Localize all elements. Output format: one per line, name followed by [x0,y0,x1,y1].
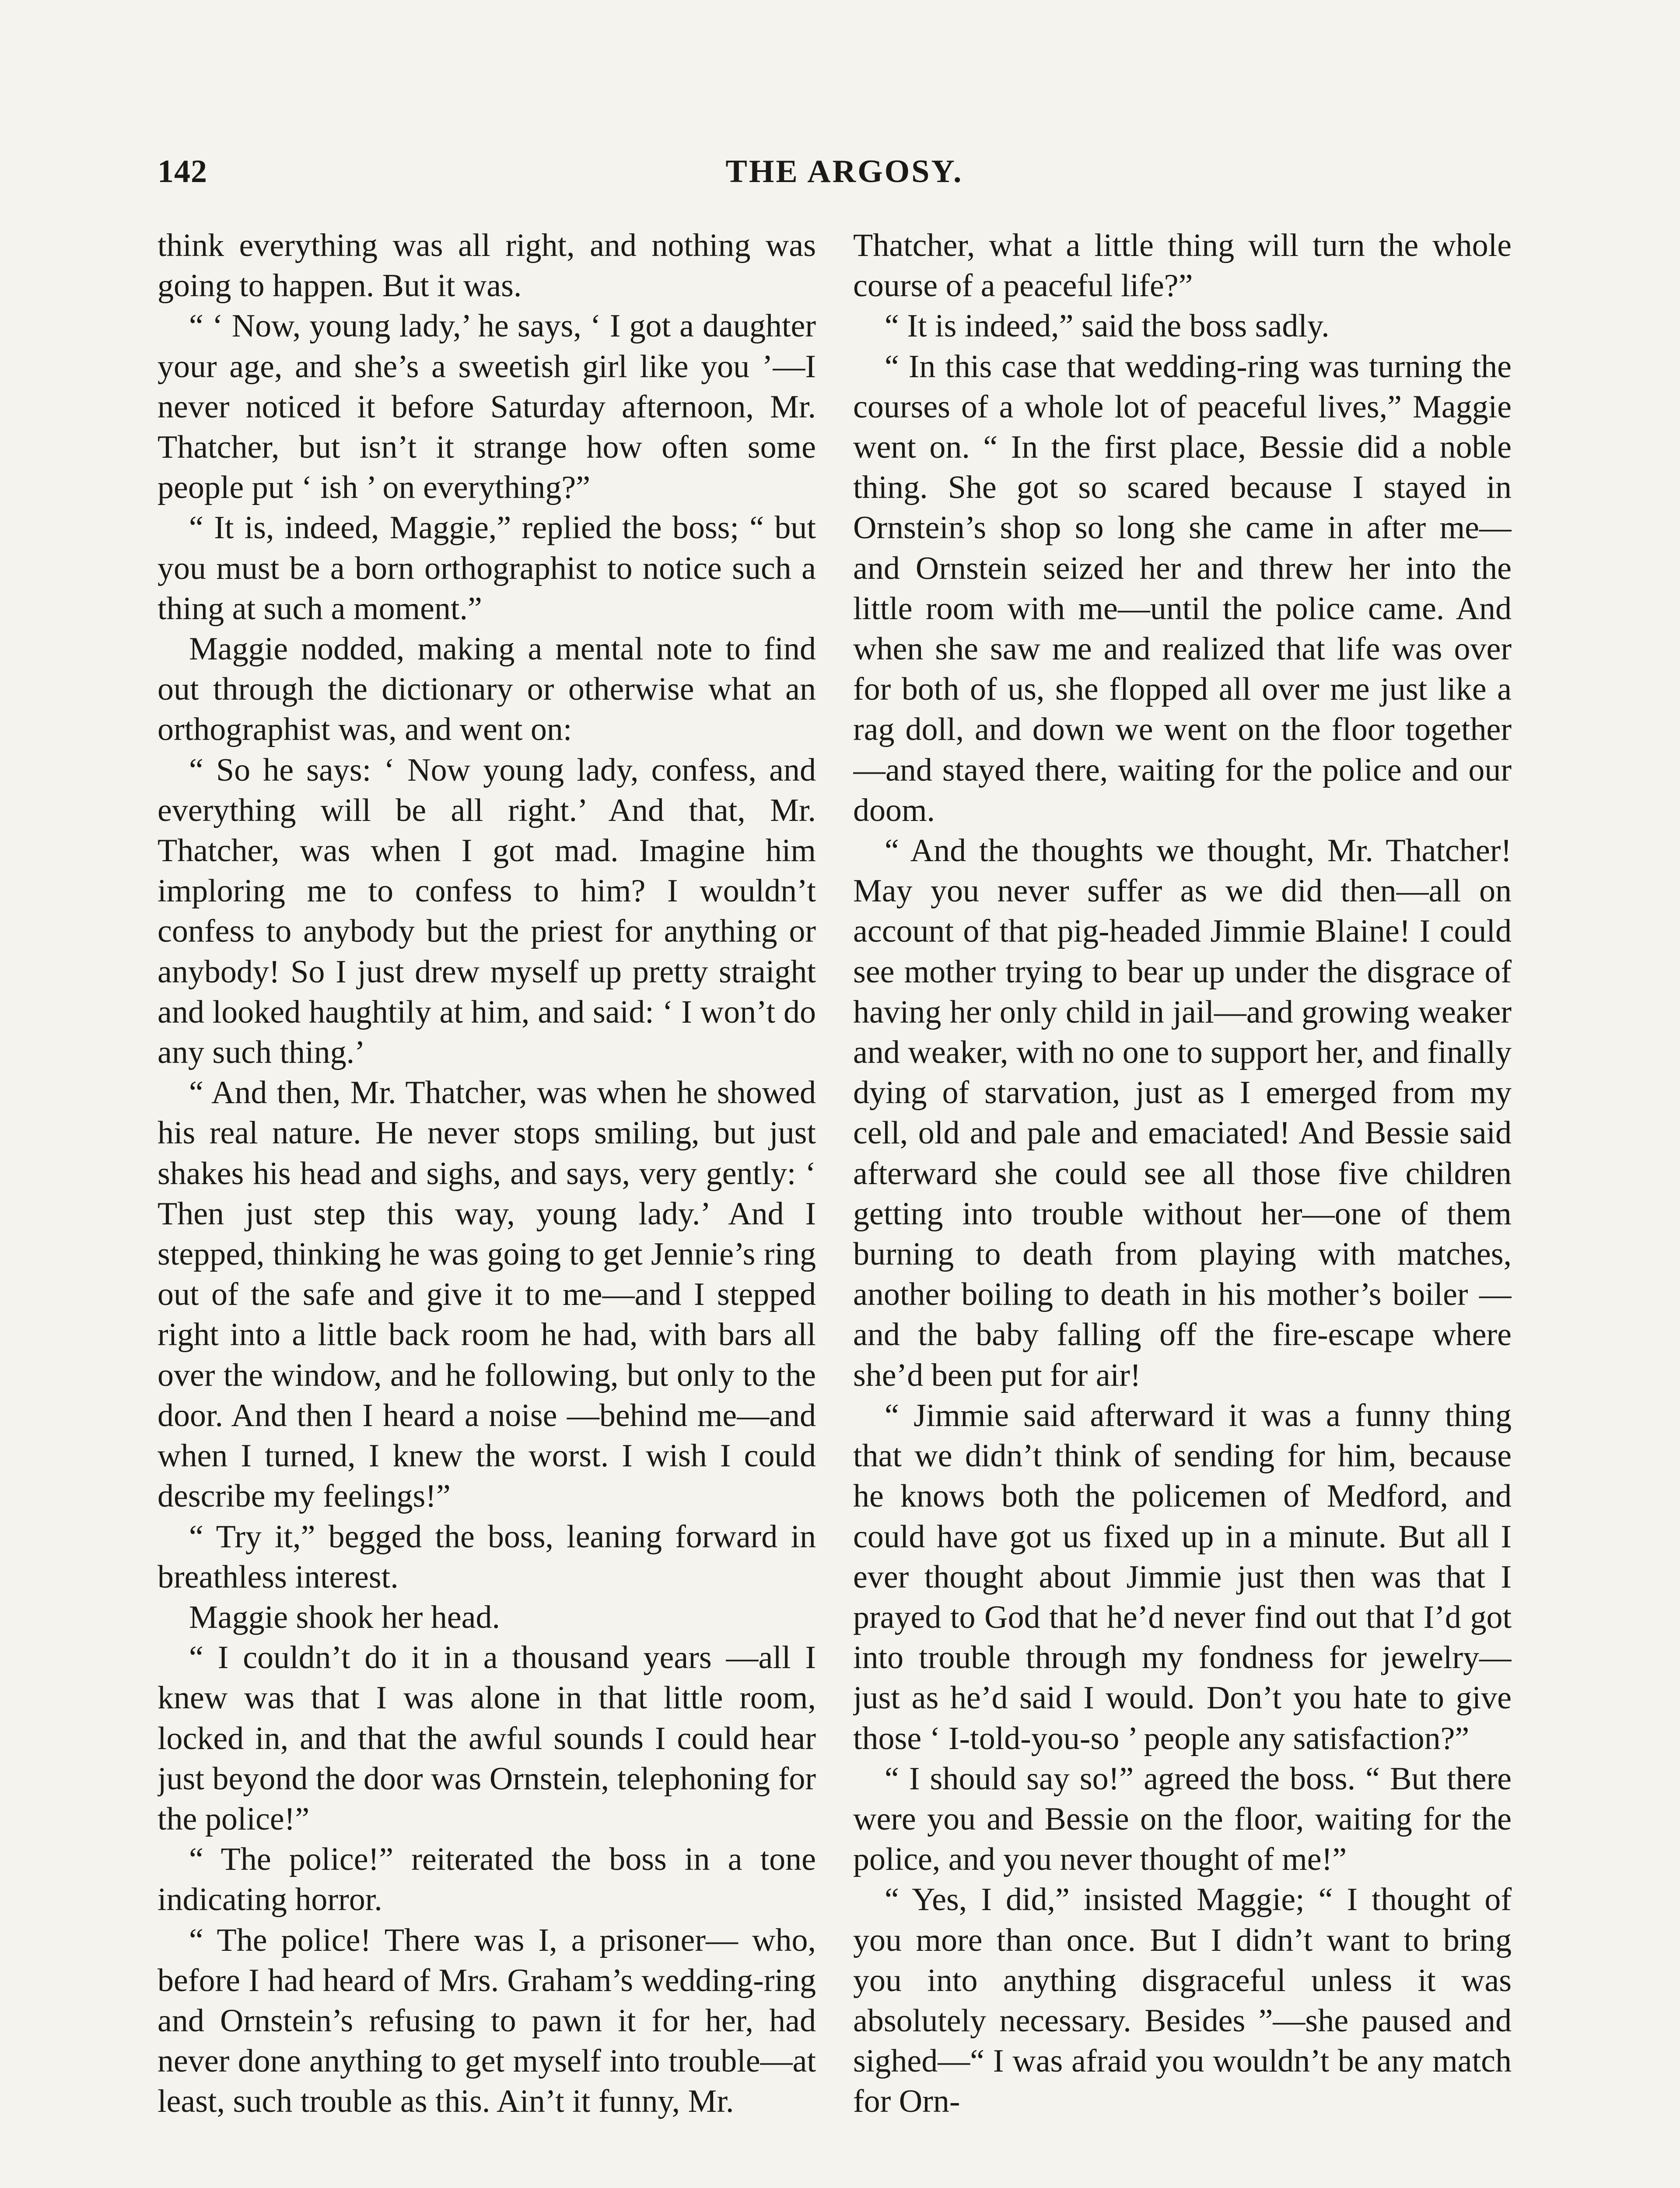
paragraph: “ It is, indeed, Maggie,” replied the boss; “ but you must be a born orthographist to notice such a thing at such a moment.” [158,510,816,627]
paragraph: “ Jimmie said afterward it was a funny thing that we didn’t think of sending for him, because he knows both the policemen of Medford, and could have got us fixed up in a minute. But all I ever thought about Jimmie just then was that I prayed to God that he’d never find out that I’d got into trouble through my fondness for jewelry—just as he’d said I would. Don’t you hate to give those ‘ I-told-you-so ’ people any satisfaction?” [853,1397,1512,1757]
paragraph: “ The police!” reiterated the boss in a tone indicating horror. [158,1841,816,1918]
paragraph: “ And the thoughts we thought, Mr. Thatcher! May you never suffer as we did then—all on account of that pig-headed Jimmie Blaine! I could see mother trying to bear up under the disgrace of having her only child in jail—and growing weaker and weaker, with no one to support her, and finally dying of starvation, just as I emerged from my cell, old and pale and emaciated! And Bessie said afterward she could see all those five children getting into trouble without her—one of them burning to death from playing with matches, another boiling to death in his mother’s boiler —and the baby falling off the fire-escape where she’d been put for air! [853,833,1512,1393]
paragraph: “ I should say so!” agreed the boss. “ But there were you and Bessie on the floor, waiting for the police, and you never thought of me!” [853,1760,1512,1878]
page-number: 142 [158,154,207,189]
paragraph: “ Yes, I did,” insisted Maggie; “ I thought of you more than once. But I didn’t want to bring you into anything disgraceful unless it was absolutely necessary. Besides ”—she paused and sighed—“ I was afraid you wouldn’t be any match for Orn- [853,1882,1512,2120]
page-header [158,153,1531,206]
paragraph: Maggie nodded, making a mental note to find out through the dictionary or otherwise what an orthographist was, and went on: [158,631,816,748]
running-title: THE ARGOSY. [725,154,963,189]
paragraph: “ It is indeed,” said the boss sadly. [885,308,1330,344]
left-column [158,225,816,2188]
paragraph: Thatcher, what a little thing will turn the whole course of a peaceful life?” [853,228,1512,304]
paragraph: “ And then, Mr. Thatcher, was when he showed his real nature. He never stops smiling, but just shakes his head and sighs, and says, very gently: ‘ Then just step this way, young lady.’ And I stepped, thinking he was going to get Jennie’s ring out of the safe and give it to me—and I stepped right into a little back room he had, with bars all over the window, and he following, but only to the door. And then I heard a noise —behind me—and when I turned, I knew the worst. I wish I could describe my feelings!” [158,1075,816,1515]
paragraph: “ I couldn’t do it in a thousand years —all I knew was that I was alone in that little room, locked in, and that the awful sounds I could hear just beyond the door was Ornstein, telephoning for the police!” [158,1640,816,1837]
paragraph: “ In this case that wedding-ring was turning the courses of a whole lot of peaceful lives,” Maggie went on. “ In the first place, Bessie did a noble thing. She got so scared because I stayed in Ornstein’s shop so long she came in after me—and Ornstein seized her and threw her into the little room with me—until the police came. And when she saw me and realized that life was over for both of us, she flopped all over me just like a rag doll, and down we went on the floor together—and stayed there, waiting for the police and our doom. [853,348,1512,828]
paragraph: “ Try it,” begged the boss, leaning forward in breathless interest. [158,1518,816,1595]
paragraph: “ ‘ Now, young lady,’ he says, ‘ I got a daughter your age, and she’s a sweetish girl like you ’—I never noticed it before Saturday afternoon, Mr. Thatcher, but isn’t it strange how often some people put ‘ ish ’ on everything?” [158,308,816,506]
paragraph: “ So he says: ‘ Now young lady, confess, and everything will be all right.’ And that, Mr. Thatcher, was when I got mad. Imagine him imploring me to confess to him? I wouldn’t confess to anybody but the priest for anything or anybody! So I just drew myself up pretty straight and looked haughtily at him, and said: ‘ I won’t do any such thing.’ [158,752,816,1071]
right-column [853,225,1512,2188]
paragraph: think everything was all right, and nothing was going to happen. But it was. [158,228,816,304]
paragraph: Maggie shook her head. [189,1599,500,1635]
paragraph: “ The police! There was I, a prisoner— who, before I had heard of Mrs. Graham’s wedding-ring and Ornstein’s refusing to pawn it for her, had never done anything to get myself into trouble—at least, such trouble as this. Ain’t it funny, Mr. [158,1922,816,2120]
